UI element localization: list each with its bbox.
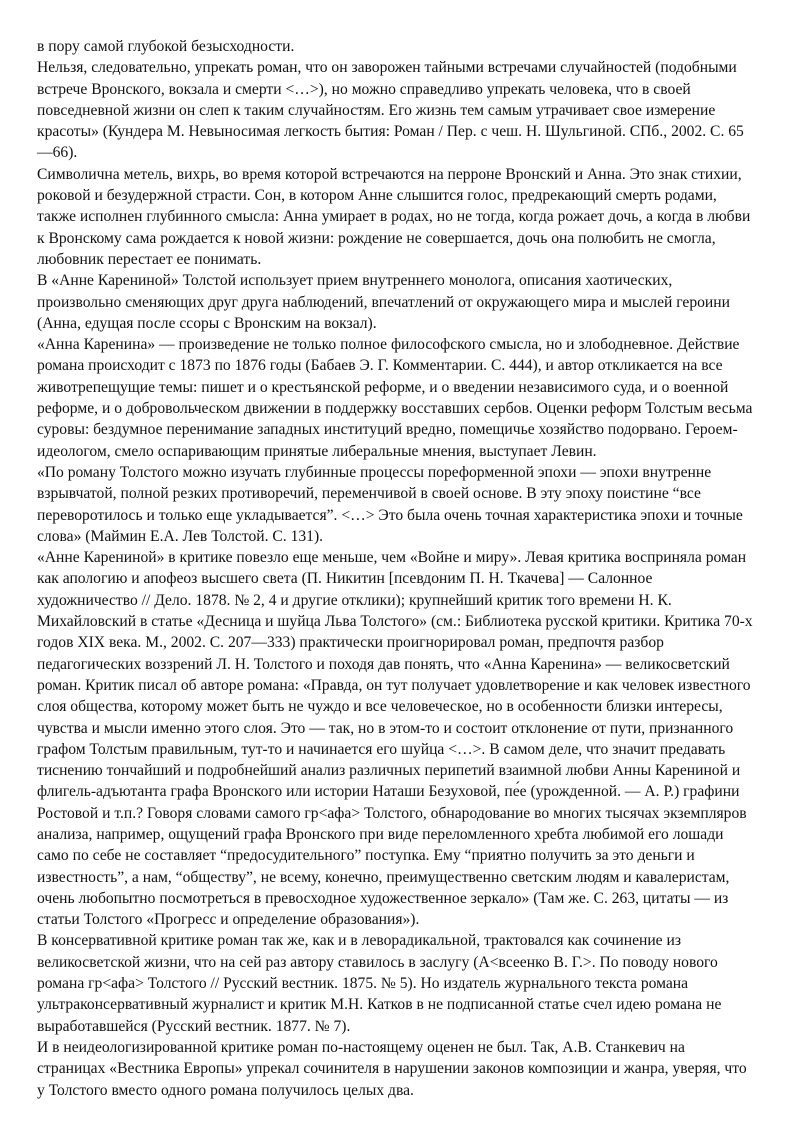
paragraph: Нельзя, следовательно, упрекать роман, что он заворожен тайными встречами случайностей (подобными встрече Вронского, вокзала и смерти <…>), но можно справедливо упрекать человека, что в своей повседневной жизни он слеп к таким случайностям. Его жизнь тем самым утрачивает свое измерение красоты» (Кундера М. Невыносимая легкость бытия: Роман / Пер. с чеш. Н. Шульгиной. СПб., 2002. С. 65—66). [37, 59, 744, 162]
paragraph: И в неидеологизированной критике роман по-настоящему оценен не был. Так, А.В. Станкевич на страницах «Вестника Европы» упрекал сочинителя в нарушении законов композиции и жанра, уверяя, что у Толстого вместо одного романа получилось целых два. [37, 1038, 747, 1099]
paragraph: Символична метель, вихрь, во время которой встречаются на перроне Вронский и Анна. Это знак стихии, роковой и безудержной страсти. Сон, в котором Анне слышится голос, предрекающий смерть родами, также исполнен глубинного смысла: Анна умирает в родах, но не тогда, когда рожает дочь, а когда в любви к Вронскому сама рождается к новой жизни: рождение не совершается, дочь она полюбить не смогла, любовник перестает ее понимать. [37, 165, 751, 268]
paragraph: «Анне Карениной» в критике повезло еще меньше, чем «Войне и миру». Левая критика восприняла роман как апологию и апофеоз высшего света (П. Никитин [псевдоним П. Н. Ткачева] — Салонное художничество // Дело. 1878. № 2, 4 и другие отклики); крупнейший критик того времени Н. К. Михайловский в статье «Десница и шуйца Льва Толстого» (см.: Библиотека русской критики. Критика 70-х годов XIX века. М., 2002. С. 207—333) практически проигнорировал роман, предпочтя разбор педагогических воззрений Л. Н. Толстого и походя дав понять, что «Анна Каренина» — великосветский роман. Критик писал об авторе романа: «Правда, он тут получает удовлетворение и как человек известного слоя общества, которому может быть не чуждо и все человеческое, но в особенности близки интересы, чувства и мысли именно этого слоя. Это — так, но в этом-то и состоит отклонение от пути, признанного графом Толстым правильным, тут-то и начинается его шуйца <…>. В самом деле, что значит предавать тиснению тончайший и подробнейший анализ различных перипетий взаимной любви Анны Карениной и флигель-адъютанта графа Вронского или истории Наташи Безуховой, пе́е (урожденной. — А. Р.) графини Ростовой и т.п.? Говоря словами самого гр<афа> Толстого, обнародование во многих тысячах экземпляров анализа, например, ощущений графа Вронского при виде переломленного хребта любимой его лошади само по себе не составляет “предосудительного” поступка. Ему “приятно получить за это деньги и известность”, а нам, “обществу”, не всему, конечно, преимущественно светским людям и кавалеристам, очень любопытно посмотреться в превосходное художественное зеркало» (Там же. С. 263, цитаты — из статьи Толстого «Прогресс и определение образования»). [37, 549, 753, 929]
paragraph: В «Анне Карениной» Толстой использует прием внутреннего монолога, описания хаотических, произвольно сменяющих друг друга наблюдений, впечатлений от окружающего мира и мыслей героини (Анна, едущая после ссоры с Вронским на вокзал). [37, 272, 730, 332]
paragraph: «Анна Каренина» — произведение не только полное философского смысла, но и злободневное. Действие романа происходит с 1873 по 1876 годы (Бабаев Э. Г. Комментарии. С. 444), и автор откликается на все животрепещущие темы: пишет и о крестьянской реформе, и о введении независимого суда, и о военной реформе, и о добровольческом движении в поддержку восставших сербов. Оценки реформ Толстым весьма суровы: бездумное перенимание западных институций вредно, помещичье хозяйство подорвано. Героем-идеологом, смело оспаривающим принятые либеральные мнения, выступает Левин. [37, 336, 753, 460]
paragraph: «По роману Толстого можно изучать глубинные процессы пореформенной эпохи — эпохи внутренне взрывчатой, полной резких противоречий, переменчивой в своей основе. В эту эпоху поистине “все переворотилось и только еще укладывается”. <…> Это была очень точная характеристика эпохи и точные слова» (Маймин Е.А. Лев Толстой. С. 131). [37, 463, 743, 545]
paragraph: В консервативной критике роман так же, как и в леворадикальной, трактовался как сочинение из великосветской жизни, что на сей раз автору ставилось в заслугу (А<всеенко В. Г.>. По поводу нового романа гр<афа> Толстого // Русский вестник. 1875. № 5). Но издатель журнального текста романа ультраконсервативный журналист и критик М.Н. Катков в не подписанной статье счел идею романа не выработавшейся (Русский вестник. 1877. № 7). [37, 932, 722, 1035]
paragraph: в пору самой глубокой безысходности. [37, 38, 295, 55]
